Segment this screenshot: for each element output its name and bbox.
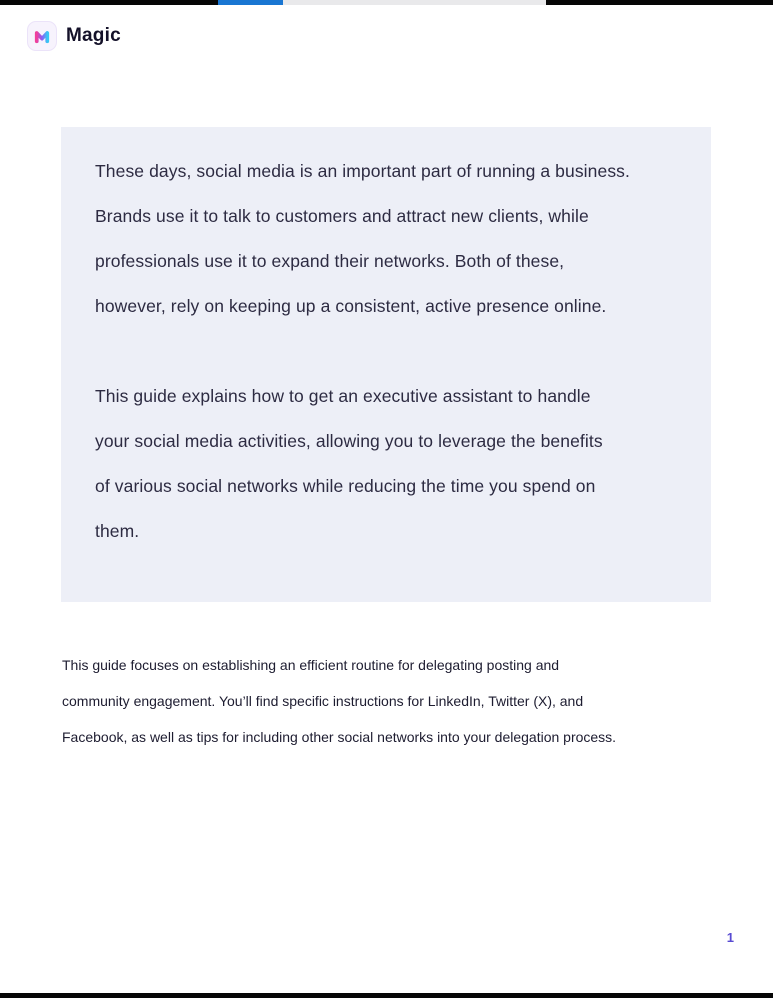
top-bar-black-right-segment bbox=[546, 0, 773, 5]
highlight-box bbox=[61, 127, 711, 602]
highlight-text-line: your social media activities, allowing you to leverage the benefits bbox=[95, 431, 603, 451]
body-text-line: This guide focuses on establishing an efficient routine for delegating posting and bbox=[62, 657, 560, 673]
brand-name: Magic bbox=[66, 25, 121, 46]
highlight-paragraph-1 bbox=[95, 149, 681, 329]
highlight-text-line: of various social networks while reducing the time you spend on bbox=[95, 476, 596, 496]
highlight-text-line: them. bbox=[95, 521, 140, 541]
top-bar-black-left-segment bbox=[0, 0, 218, 5]
body-text-line: Facebook, as well as tips for including other social networks into your delegation process. bbox=[62, 729, 617, 745]
magic-logo-icon bbox=[27, 21, 57, 51]
highlight-text-line: Brands use it to talk to customers and attract new clients, while bbox=[95, 206, 589, 226]
body-text-line: community engagement. You’ll find specific instructions for LinkedIn, Twitter (X), and bbox=[62, 693, 584, 709]
highlight-text-line: professionals use it to expand their networks. Both of these, bbox=[95, 251, 565, 271]
highlight-text-line: however, rely on keeping up a consistent, active presence online. bbox=[95, 296, 607, 316]
top-edge-bar bbox=[0, 0, 773, 5]
page-number: 1 bbox=[726, 930, 734, 945]
bottom-edge-bar bbox=[0, 993, 773, 998]
top-bar-blue-segment bbox=[218, 0, 283, 5]
highlight-text-line: This guide explains how to get an executive assistant to handle bbox=[95, 386, 591, 406]
highlight-paragraph-2 bbox=[95, 374, 681, 554]
header bbox=[27, 21, 121, 51]
highlight-text-line: These days, social media is an important part of running a business. bbox=[95, 161, 630, 181]
body-paragraph bbox=[62, 647, 722, 755]
top-bar-gray-segment bbox=[283, 0, 546, 5]
